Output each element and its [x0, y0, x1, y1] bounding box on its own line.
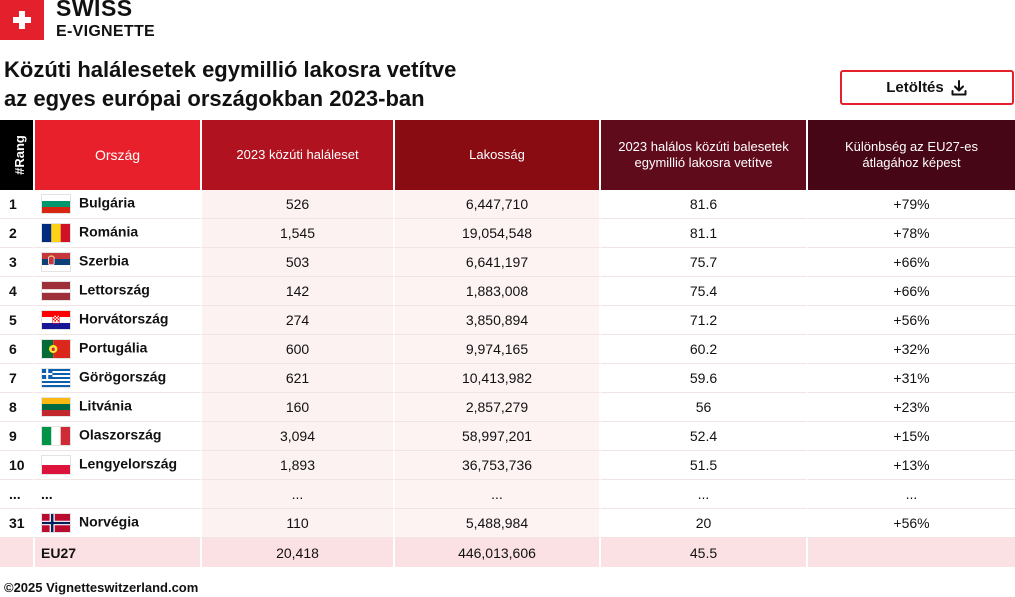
population-cell: 19,054,548: [395, 219, 601, 248]
rate-cell: 81.1: [601, 219, 808, 248]
header-population: Lakosság: [395, 120, 601, 190]
diff-cell: +13%: [808, 451, 1015, 480]
rate-cell: 60.2: [601, 335, 808, 364]
data-table: [0, 120, 1015, 567]
rank-cell: 9: [0, 422, 35, 451]
country-cell: [35, 509, 202, 538]
rank-cell: 8: [0, 393, 35, 422]
bulgaria-flag-icon: [41, 194, 71, 214]
diff-cell: +32%: [808, 335, 1015, 364]
deaths-cell: ...: [202, 480, 395, 509]
rank-cell: 1: [0, 190, 35, 219]
romania-flag-icon: [41, 223, 71, 243]
download-button[interactable]: [840, 70, 1014, 105]
country-name: Horvátország: [79, 310, 169, 327]
rate-cell: 75.4: [601, 277, 808, 306]
download-label: Letöltés: [886, 79, 944, 96]
country-cell: [35, 248, 202, 277]
deaths-cell: 526: [202, 190, 395, 219]
country-cell: [35, 422, 202, 451]
logo: [0, 0, 155, 40]
country-cell: [35, 393, 202, 422]
country-name: Románia: [79, 223, 139, 240]
deaths-cell: 600: [202, 335, 395, 364]
country-cell: [35, 306, 202, 335]
table-row: [0, 509, 1015, 538]
population-cell: 1,883,008: [395, 277, 601, 306]
italy-flag-icon: [41, 426, 71, 446]
rank-cell: 3: [0, 248, 35, 277]
country-cell: EU27: [35, 538, 202, 567]
table-row: [0, 364, 1015, 393]
rate-cell: 20: [601, 509, 808, 538]
logo-line-1: SWISS: [56, 0, 133, 21]
portugal-flag-icon: [41, 339, 71, 359]
table-row: [0, 451, 1015, 480]
population-cell: 3,850,894: [395, 306, 601, 335]
deaths-cell: 621: [202, 364, 395, 393]
diff-cell: [808, 538, 1015, 567]
rate-cell: 59.6: [601, 364, 808, 393]
table-row: [0, 335, 1015, 364]
logo-text: [56, 0, 155, 40]
country-name: Norvégia: [79, 513, 139, 530]
eu27-total-row: [0, 538, 1015, 567]
rank-cell: 2: [0, 219, 35, 248]
deaths-cell: 1,893: [202, 451, 395, 480]
deaths-cell: 142: [202, 277, 395, 306]
header-rate: 2023 halálos közúti balesetek egymillió lakosra vetítve: [601, 120, 808, 190]
country-name: Bulgária: [79, 194, 136, 211]
country-cell: [35, 190, 202, 219]
rank-cell: ...: [0, 480, 35, 509]
greece-flag-icon: [41, 368, 71, 388]
population-cell: 9,974,165: [395, 335, 601, 364]
deaths-cell: 110: [202, 509, 395, 538]
table-row: [0, 190, 1015, 219]
serbia-flag-icon: [41, 252, 71, 272]
header-diff: Különbség az EU27-es átlagához képest: [808, 120, 1015, 190]
rate-cell: ...: [601, 480, 808, 509]
country-cell: [35, 335, 202, 364]
country-cell: [35, 277, 202, 306]
rate-cell: 81.6: [601, 190, 808, 219]
diff-cell: ...: [808, 480, 1015, 509]
norway-flag-icon: [41, 513, 71, 533]
diff-cell: +79%: [808, 190, 1015, 219]
diff-cell: +66%: [808, 248, 1015, 277]
diff-cell: +56%: [808, 306, 1015, 335]
table-row: [0, 277, 1015, 306]
country-cell: [35, 364, 202, 393]
country-name: Lengyelország: [79, 455, 178, 472]
rank-cell: 7: [0, 364, 35, 393]
diff-cell: +56%: [808, 509, 1015, 538]
country-name: Portugália: [79, 339, 148, 356]
header-deaths: 2023 közúti haláleset: [202, 120, 395, 190]
rank-cell: 4: [0, 277, 35, 306]
rank-cell: 6: [0, 335, 35, 364]
deaths-cell: 160: [202, 393, 395, 422]
table-row: [0, 480, 1015, 509]
header-country: Ország: [35, 120, 202, 190]
diff-cell: +15%: [808, 422, 1015, 451]
country-name: Olaszország: [79, 426, 162, 443]
table-row: [0, 422, 1015, 451]
page-title: [4, 55, 456, 113]
population-cell: 5,488,984: [395, 509, 601, 538]
table-header-row: [0, 120, 1015, 190]
table-row: [0, 248, 1015, 277]
country-name: Görögország: [79, 368, 167, 385]
diff-cell: +31%: [808, 364, 1015, 393]
population-cell: 446,013,606: [395, 538, 601, 567]
rank-cell: [0, 538, 35, 567]
latvia-flag-icon: [41, 281, 71, 301]
population-cell: 58,997,201: [395, 422, 601, 451]
rank-cell: 10: [0, 451, 35, 480]
population-cell: 2,857,279: [395, 393, 601, 422]
diff-cell: +66%: [808, 277, 1015, 306]
copyright-footer: ©2025 Vignetteswitzerland.com: [4, 580, 199, 595]
download-icon: [950, 79, 968, 97]
country-name: Lettország: [79, 281, 150, 298]
table-row: [0, 306, 1015, 335]
population-cell: 6,447,710: [395, 190, 601, 219]
croatia-flag-icon: [41, 310, 71, 330]
rate-cell: 56: [601, 393, 808, 422]
deaths-cell: 1,545: [202, 219, 395, 248]
header-rank: #Rang: [0, 120, 35, 190]
diff-cell: +23%: [808, 393, 1015, 422]
swiss-cross-icon: [0, 0, 44, 40]
rate-cell: 52.4: [601, 422, 808, 451]
population-cell: 6,641,197: [395, 248, 601, 277]
table-row: [0, 219, 1015, 248]
population-cell: ...: [395, 480, 601, 509]
country-name: Litvánia: [79, 397, 132, 414]
logo-line-2: E-VIGNETTE: [56, 23, 156, 40]
population-cell: 36,753,736: [395, 451, 601, 480]
table-row: [0, 393, 1015, 422]
country-cell: [35, 219, 202, 248]
lithuania-flag-icon: [41, 397, 71, 417]
country-cell: [35, 451, 202, 480]
rank-cell: 5: [0, 306, 35, 335]
deaths-cell: 3,094: [202, 422, 395, 451]
poland-flag-icon: [41, 455, 71, 475]
country-cell: ...: [35, 480, 202, 509]
diff-cell: +78%: [808, 219, 1015, 248]
population-cell: 10,413,982: [395, 364, 601, 393]
rate-cell: 45.5: [601, 538, 808, 567]
title-line-2: az egyes európai országokban 2023-ban: [4, 86, 425, 111]
deaths-cell: 503: [202, 248, 395, 277]
deaths-cell: 20,418: [202, 538, 395, 567]
rate-cell: 71.2: [601, 306, 808, 335]
rate-cell: 51.5: [601, 451, 808, 480]
rank-cell: 31: [0, 509, 35, 538]
deaths-cell: 274: [202, 306, 395, 335]
title-line-1: Közúti halálesetek egymillió lakosra vetítve: [4, 57, 457, 82]
country-name: Szerbia: [79, 252, 129, 269]
rate-cell: 75.7: [601, 248, 808, 277]
